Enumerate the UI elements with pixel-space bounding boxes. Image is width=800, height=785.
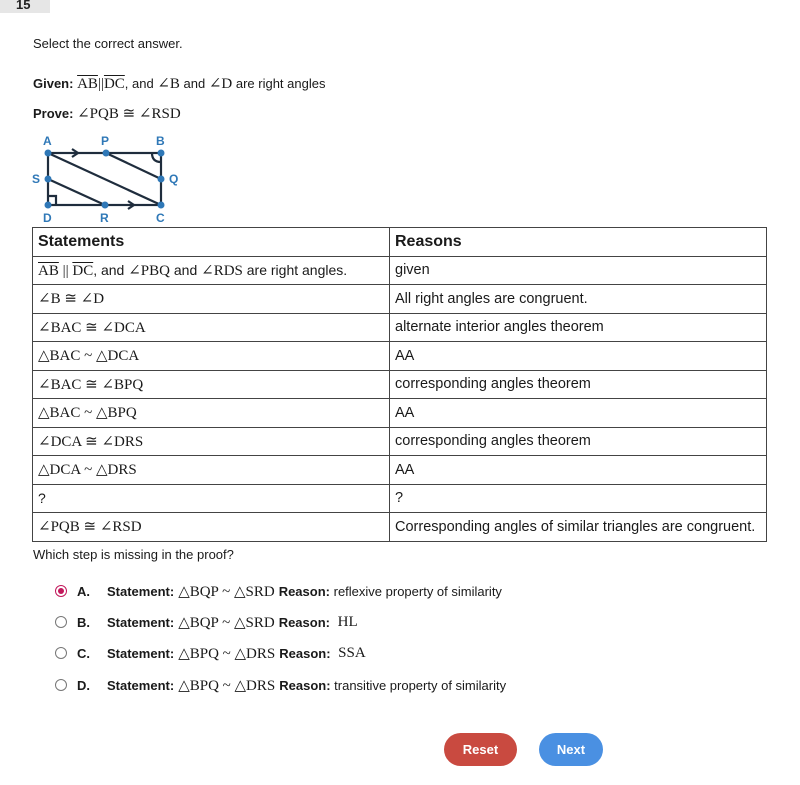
diagonal-ac (48, 153, 161, 205)
reason-label: Reason: (278, 583, 330, 599)
option-letter: B. (77, 614, 90, 630)
table-row-missing (33, 484, 767, 513)
point-r (102, 202, 109, 209)
statement-cell: △DCA ~ △DRS (33, 456, 390, 485)
reason-cell: ? (390, 484, 767, 513)
label-r: R (100, 211, 109, 225)
reason-cell: AA (390, 456, 767, 485)
point-c (158, 202, 165, 209)
point-b (158, 150, 165, 157)
option-reason: reflexive property of similarity (333, 583, 502, 599)
option-d[interactable] (55, 675, 506, 695)
statement-label: Statement: (107, 583, 175, 599)
option-letter: A. (77, 583, 90, 599)
label-s: S (32, 172, 41, 186)
option-c-radio[interactable] (55, 647, 67, 659)
statement-cell: ∠BAC ≅ ∠DCA (33, 313, 390, 342)
option-reason: transitive property of similarity (334, 677, 507, 693)
proof-table (32, 227, 767, 542)
option-letter: C. (77, 645, 90, 661)
prove-label: Prove: (33, 106, 74, 121)
segment-dc: $\overline{DC}$ (103, 76, 125, 92)
option-b[interactable] (55, 612, 362, 632)
next-button[interactable]: Next (539, 733, 603, 766)
question-prompt: Which step is missing in the proof? (33, 547, 234, 562)
option-statement: △BQP ~ △SRD (178, 614, 275, 631)
table-row (33, 513, 767, 542)
statement-cell (33, 256, 390, 285)
statement-label: Statement: (107, 614, 175, 630)
given-text-c: are right angles (232, 76, 326, 91)
segment-ab: $\overline{AB}$ (77, 76, 98, 92)
statement-cell: △BAC ~ △BPQ (33, 399, 390, 428)
reason-cell: AA (390, 399, 767, 428)
reason-cell: AA (390, 342, 767, 371)
angle-d: ∠D (208, 76, 233, 92)
point-d (45, 202, 52, 209)
statement-text-c: are right angles. (242, 261, 348, 278)
statement-cell: ∠DCA ≅ ∠DRS (33, 427, 390, 456)
statement-label: Statement: (107, 645, 175, 661)
point-a (45, 150, 52, 157)
option-a-radio[interactable] (55, 585, 67, 597)
reason-cell: corresponding angles theorem (390, 427, 767, 456)
table-row (33, 370, 767, 399)
label-p: P (101, 134, 110, 148)
label-q: Q (169, 172, 179, 186)
prove-statement (33, 104, 181, 123)
reason-label: Reason: (278, 614, 330, 630)
segment-dc: $\overline{DC}$ (72, 262, 94, 279)
statement-label: Statement: (107, 677, 175, 693)
angle-b: ∠B (157, 76, 180, 92)
statement-cell: ? (33, 484, 390, 513)
prove-text: ∠PQB ≅ ∠RSD (77, 106, 181, 122)
reset-button[interactable]: Reset (444, 733, 517, 766)
reason-cell: corresponding angles theorem (390, 370, 767, 399)
reason-cell: All right angles are congruent. (390, 285, 767, 314)
given-text-b: and (179, 76, 209, 91)
label-b: B (156, 134, 165, 148)
label-c: C (156, 211, 165, 225)
reason-cell: given (390, 256, 767, 285)
option-reason: HL (337, 613, 358, 630)
instruction-text: Select the correct answer. (33, 36, 183, 51)
segment-ab: $\overline{AB}$ (38, 262, 59, 279)
option-statement: △BPQ ~ △DRS (178, 677, 276, 694)
question-number-tab (0, 0, 50, 13)
statement-text-a: , and (93, 261, 129, 278)
table-row (33, 399, 767, 428)
geometry-figure (28, 134, 188, 226)
option-a[interactable] (55, 581, 502, 601)
statement-cell: ∠B ≅ ∠D (33, 285, 390, 314)
option-statement: △BQP ~ △SRD (178, 583, 275, 600)
table-row (33, 427, 767, 456)
given-label: Given: (33, 76, 74, 91)
reason-cell: alternate interior angles theorem (390, 313, 767, 342)
point-q (158, 176, 165, 183)
table-row (33, 456, 767, 485)
option-statement: △BPQ ~ △DRS (178, 645, 276, 662)
question-number: 15 (16, 0, 31, 12)
given-text-a: , and (124, 76, 158, 91)
option-b-radio[interactable] (55, 616, 67, 628)
table-header-row (33, 228, 767, 257)
parallel-symbol: || (97, 76, 104, 92)
reason-label: Reason: (279, 645, 331, 661)
point-s (45, 176, 52, 183)
table-row (33, 313, 767, 342)
parallel-symbol: || (58, 262, 73, 279)
table-row (33, 342, 767, 371)
option-c[interactable] (55, 643, 370, 663)
label-a: A (43, 134, 52, 148)
table-row (33, 256, 767, 285)
given-statement (33, 74, 325, 93)
statement-cell: ∠BAC ≅ ∠BPQ (33, 370, 390, 399)
table-row (33, 285, 767, 314)
statement-text-b: and (169, 261, 202, 278)
header-statements: Statements (33, 228, 390, 257)
reason-label: Reason: (279, 677, 331, 693)
option-d-radio[interactable] (55, 679, 67, 691)
angle-rds: ∠RDS (201, 262, 243, 279)
option-reason: SSA (338, 644, 366, 661)
label-d: D (43, 211, 52, 225)
header-reasons: Reasons (390, 228, 767, 257)
point-p (103, 150, 110, 157)
option-letter: D. (77, 677, 90, 693)
statement-cell: ∠PQB ≅ ∠RSD (33, 513, 390, 542)
angle-pbq: ∠PBQ (128, 262, 170, 279)
reason-cell: Corresponding angles of similar triangles are congruent. (390, 513, 767, 542)
statement-cell: △BAC ~ △DCA (33, 342, 390, 371)
